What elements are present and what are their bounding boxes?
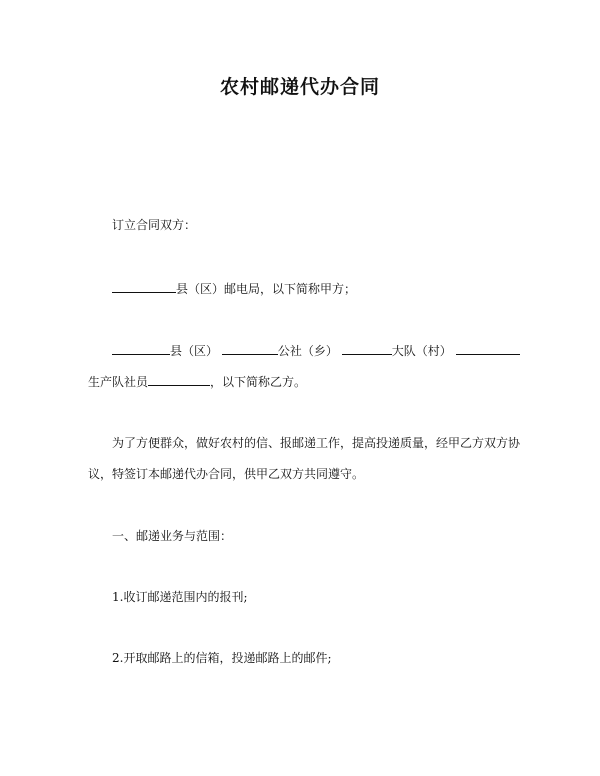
blank-field [222, 342, 278, 355]
document-title: 农村邮递代办合同 [219, 76, 380, 98]
party-b-suffix: ，以下简称乙方。 [210, 375, 307, 389]
purpose-line-1: 为了方便群众，做好农村的信、报邮递工作，提高投递质量，经甲乙方双方协 [112, 436, 521, 450]
purpose-line-2: 议，特签订本邮递代办合同，供甲乙双方共同遵守。 [88, 467, 365, 481]
section-1-heading: 一、邮递业务与范围： [112, 529, 233, 543]
party-b-prefix: 生产队社员 [88, 375, 149, 389]
party-b-line-2 [88, 373, 518, 390]
blank-field [112, 342, 170, 355]
parties-heading: 订立合同双方： [112, 218, 197, 232]
party-a-line [112, 280, 542, 297]
blank-field [112, 280, 176, 293]
party-b-line-1 [112, 342, 542, 359]
list-item-1: 1.收订邮递范围内的报刊; [112, 590, 248, 604]
party-b-brigade: 大队（村） [391, 344, 452, 358]
blank-field [342, 342, 392, 355]
list-item-2: 2.开取邮路上的信箱，投递邮路上的邮件; [112, 651, 332, 665]
party-a-text: 县（区）邮电局，以下简称甲方； [176, 282, 357, 296]
party-b-county: 县（区） [170, 344, 219, 358]
blank-field [456, 342, 520, 355]
blank-field [148, 373, 210, 386]
party-b-commune: 公社（乡） [277, 344, 338, 358]
